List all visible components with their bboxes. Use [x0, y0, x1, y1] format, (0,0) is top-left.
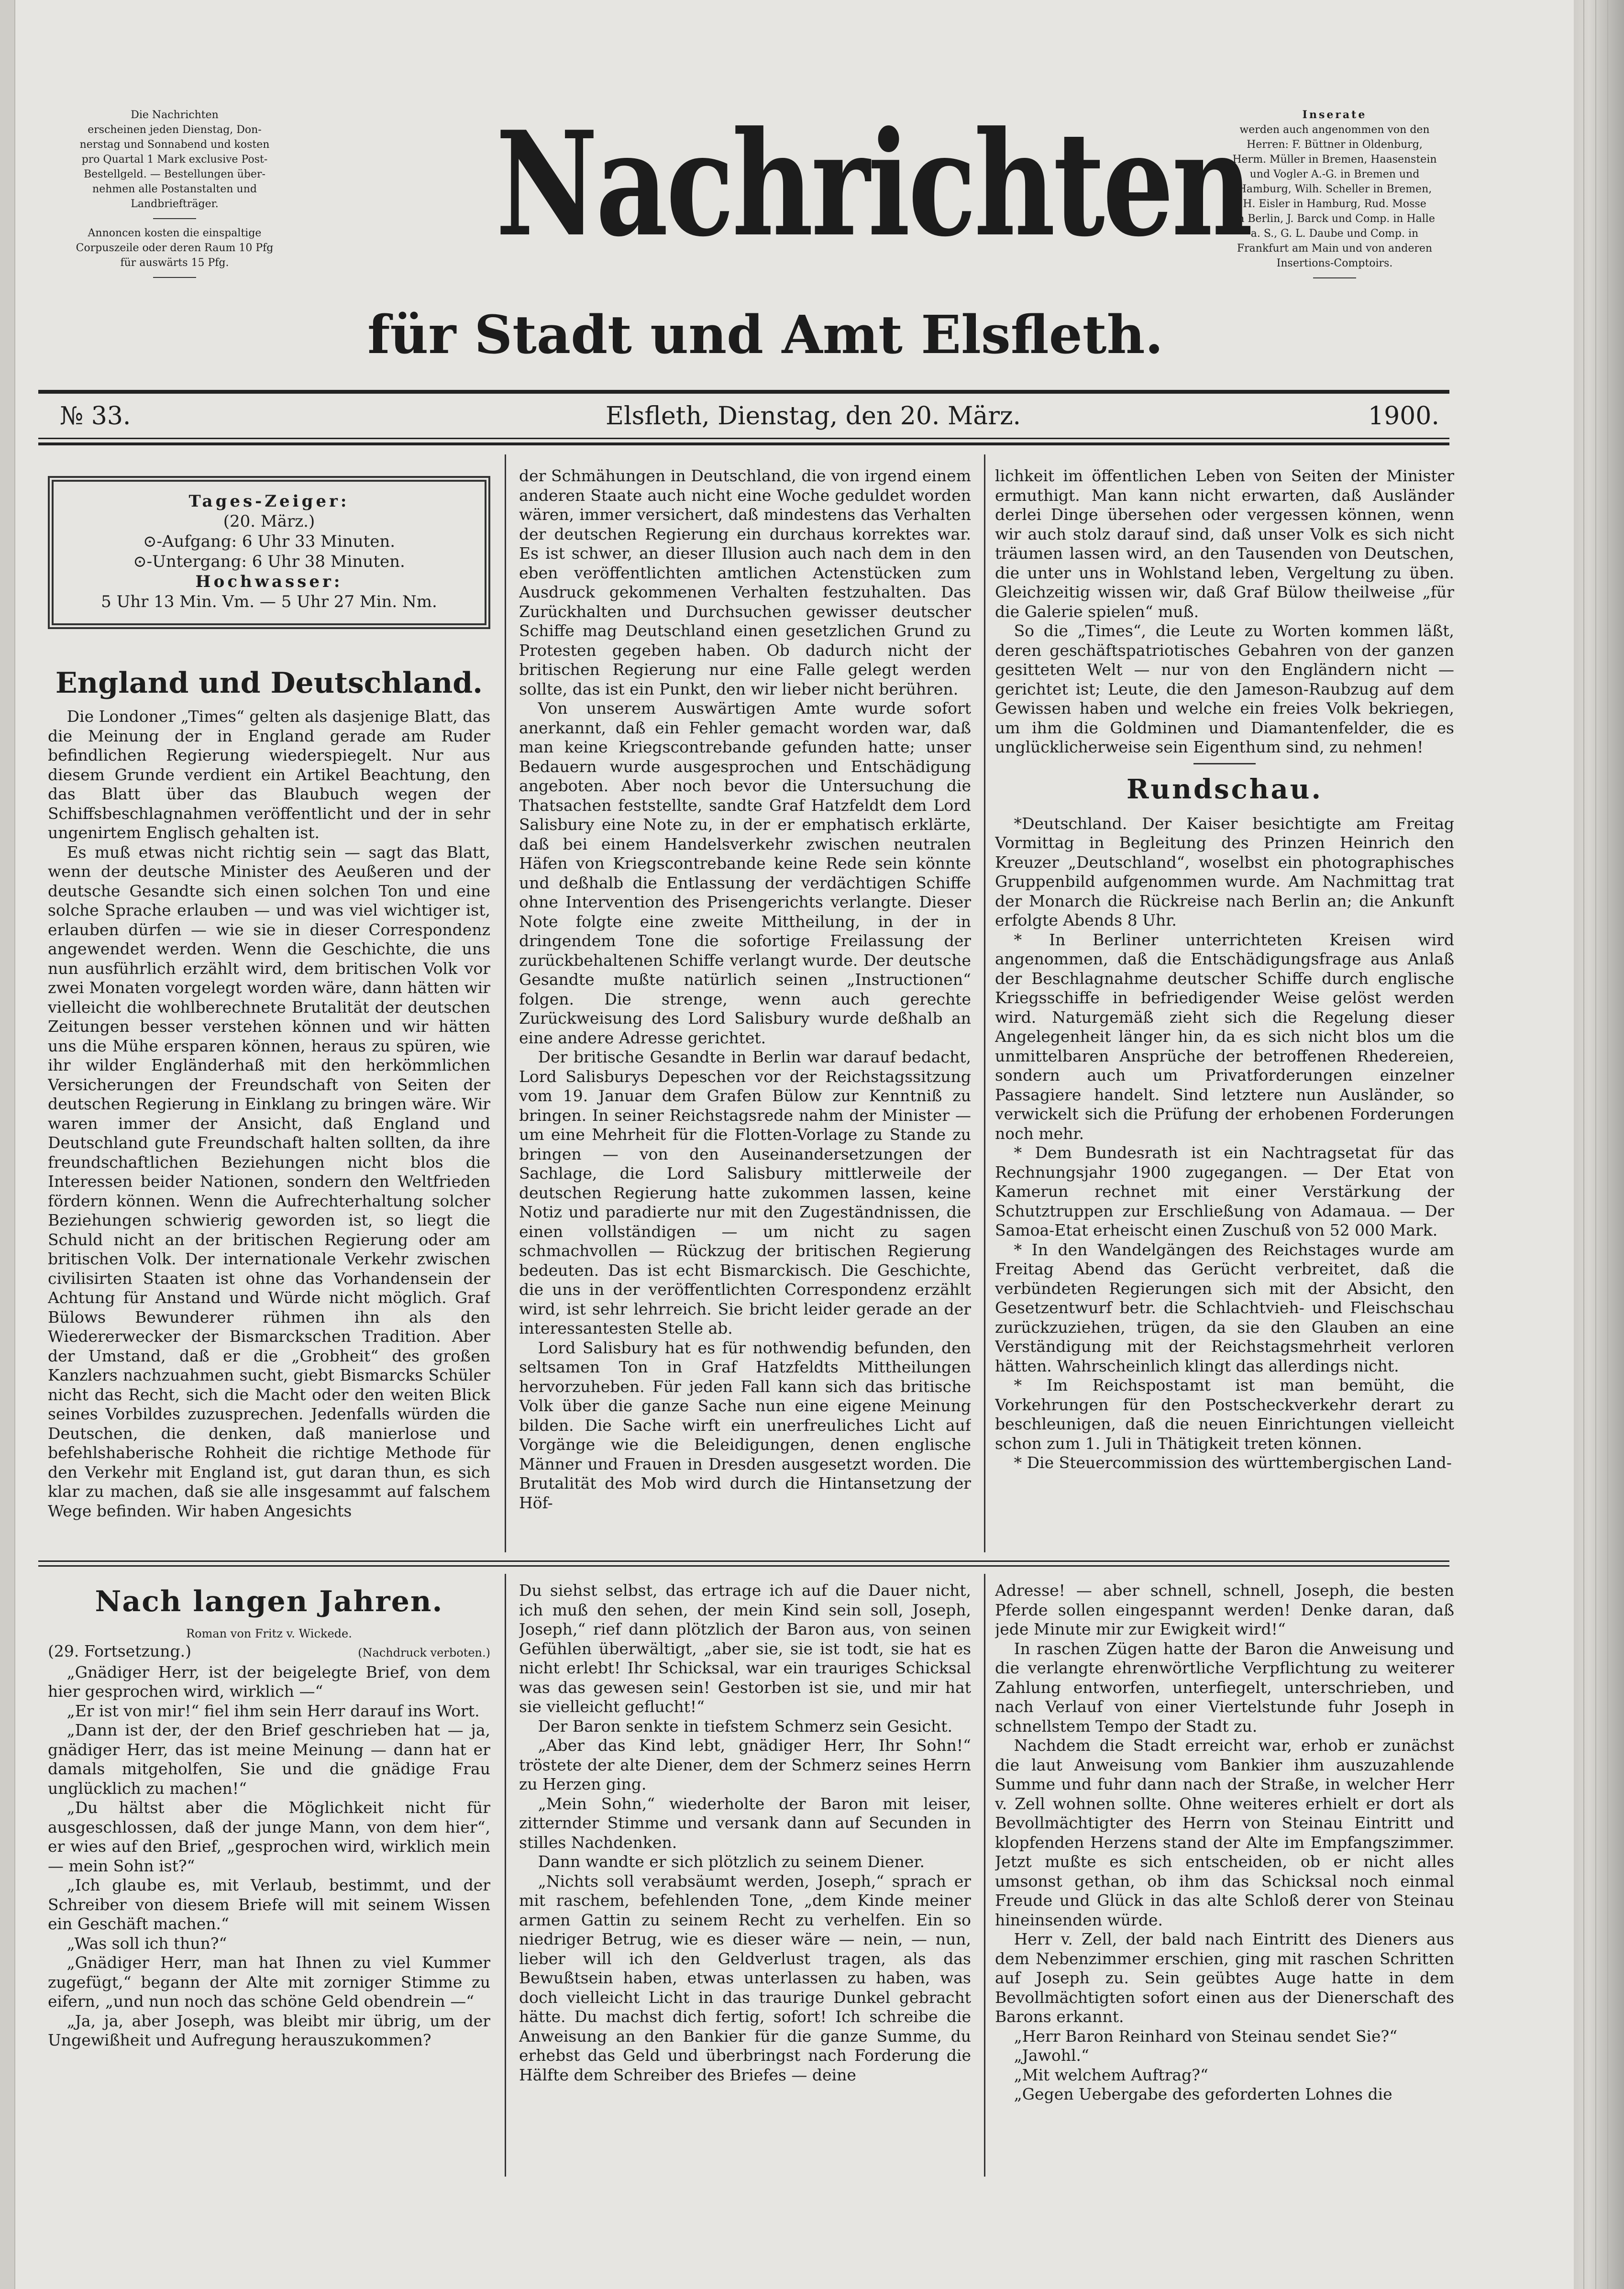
advert-price-line: Annoncen kosten die einspaltige	[88, 227, 262, 239]
column-rule	[505, 454, 506, 1552]
subscription-info	[41, 108, 309, 285]
masthead-rule	[38, 390, 1449, 394]
news-item: * In Berliner unterrichteten Kreisen wird angenommen, daß die Entschädigungsfrage aus Anlaß der Beschlagnahme deutscher Schiffe durch englische Kriegsschiffe in befriedigender Weise gelöst werden wird. Naturgemäß zieht sich die Regelung dieser Angelegenheit länger hin, da es sich nicht blos um die unmittelbaren Ansprüche der betroffenen Rhedereien, sondern auch um Privatforderungen einzelner Passagiere handelt. Sind letztere nun Ausländer, so verwickelt sich die Prüfung der erhobenen Forderungen noch mehr.	[995, 930, 1454, 1143]
column-rule	[505, 1574, 506, 2177]
story-paragraph: „Gnädiger Herr, ist der beigelegte Brief, von dem hier gesprochen wird, wirklich —“	[48, 1662, 490, 1701]
news-item: * Im Reichspostamt ist man bemüht, die Vorkehrungen für den Postscheckverkehr derart zu beschleunigen, daß die neuen Einrichtungen vielleicht schon zum 1. Juli in Thätigkeit treten können.	[995, 1376, 1454, 1453]
issue-number: № 33.	[60, 402, 131, 431]
inserate-line: Insertions-Comptoirs.	[1276, 257, 1393, 269]
story-paragraph: „Aber das Kind lebt, gnädiger Herr, Ihr Sohn!“ tröstete der alte Diener, dem der Schmerz seines Herrn zu Herzen ging.	[519, 1736, 971, 1793]
inserate-line: H. Eisler in Hamburg, Rud. Mosse	[1243, 198, 1426, 210]
article-paragraph: Von unserem Auswärtigen Amte wurde sofort anerkannt, daß ein Fehler gemacht worden war, daß man keine Kriegscontrebande gefunden hatte; unser Bedauern wurde ausgesprochen und Entschädigung angeboten. Aber noch bevor die Untersuchung die Thatsachen feststellte, sandte Graf Hatzfeldt dem Lord Salisbury eine Note zu, in der er emphatisch erklärte, daß bei einem Handelsverkehr zwischen neutralen Häfen von Kriegscontrebande keine Rede sein könnte und deßhalb die Entlassung der verdächtigen Schiffe ohne Intervention des Prisengerichts verlangte. Dieser Note folgte eine zweite Mittheilung, in der in dringendem Tone die sofortige Freilassung der zurückbehaltenen Schiffe verlangt wurde. Der deutsche Gesandte mußte natürlich seinen „Instructionen“ folgen. Die strenge, wenn auch gerechte Zurückweisung des Lord Salisbury wurde deßhalb an eine andere Adresse gerichtet.	[519, 699, 971, 1047]
tide-times: 5 Uhr 13 Min. Vm. — 5 Uhr 27 Min. Nm.	[101, 592, 437, 611]
article-paragraph: Lord Salisbury hat es für nothwendig befunden, den seltsamen Ton in Graf Hatzfeldts Mittheilungen hervorzuheben. Für jeden Fall kann sich das britische Volk über die ganze Sache nun eine eigene Meinung bilden. Die Sache wirft ein unerfreuliches Licht auf Vorgänge wie die Beleidigungen, denen englische Männer und Frauen in Dresden ausgesetzt worden. Die Brutalität des Mob wird durch die Hintansetzung der Höf-	[519, 1338, 971, 1512]
story-paragraph: „Er ist von mir!“ fiel ihm sein Herr darauf ins Wort.	[66, 1701, 480, 1720]
reprint-note: (Nachdruck verboten.)	[358, 1646, 490, 1659]
feuilleton-headline: Nach langen Jahren.	[95, 1585, 443, 1618]
article-england-col3	[995, 466, 1454, 1550]
story-paragraph: „Jawohl.“	[1014, 2046, 1089, 2065]
story-paragraph: „Gnädiger Herr, man hat Ihnen zu viel Kummer zugefügt,“ begann der Alte mit zorniger Stimme zu eifern, „und nun noch das schöne Geld obendrein —“	[48, 1953, 490, 2011]
story-paragraph: „Mit welchem Auftrag?“	[1014, 2065, 1208, 2084]
article-paragraph: der Schmähungen in Deutschland, die von irgend einem anderen Staate auch nicht eine Woche geduldet worden wären, immer versichert, daß mindestens das Verhalten der deutschen Regierung ein durchaus korrektes war. Es ist schwer, an dieser Illusion auch nach dem in den eben veröffentlichten amtlichen Actenstücken zum Ausdruck gekommenen Verhalten festzuhalten. Das Zurückhalten und Durchsuchen gewisser deutscher Schiffe mag Deutschland einen gesetzlichen Grund zu Protesten gegeben haben. Ob dadurch nicht der britischen Regierung nur eine Falle gelegt werden sollte, das ist ein Punkt, den wir lieber nicht berühren.	[519, 466, 971, 698]
divider	[1313, 277, 1356, 278]
tide-title: Hochwasser:	[195, 572, 343, 591]
page-edge-line	[1607, 0, 1608, 2289]
news-item: * In den Wandelgängen des Reichstages wurde am Freitag Abend das Gerücht verbreitet, daß die verbündeten Regierungen sich mit der Absicht, den Gesetzentwurf betr. die Schlachtvieh- und Fleischschau zurückzuziehen, trügen, da sie den Glauben an eine Verständigung mit der Reichstagsmehrheit verloren hätten. Wahrscheinlich klingt das allerdings nicht.	[995, 1240, 1454, 1375]
story-paragraph: „Dann ist der, der den Brief geschrieben hat — ja, gnädiger Herr, das ist meine Meinung — dann hat er damals mitgeholfen, Sie und die gnädige Frau unglücklich zu machen!“	[48, 1721, 490, 1798]
issue-year: 1900.	[1368, 402, 1439, 431]
page-stack-edge	[1574, 0, 1624, 2289]
story-paragraph: „Du hältst aber die Möglichkeit nicht für ausgeschlossen, daß der junge Mann, von dem hier“, er wies auf den Brief, „gesprochen wird, wirklich mein — mein Sohn ist?“	[48, 1798, 490, 1875]
subscription-line: Die Nachrichten	[131, 109, 219, 121]
feuilleton-rule-top	[38, 1560, 1449, 1562]
story-paragraph: „Herr Baron Reinhard von Steinau sendet Sie?“	[1014, 2026, 1398, 2046]
page-edge-line	[1583, 0, 1584, 2289]
inserate-line: in Berlin, J. Barck und Comp. in Halle	[1234, 213, 1435, 225]
news-item: * Die Steuercommission des württembergischen Land-	[1014, 1453, 1452, 1472]
inserate-title: Inserate	[1302, 109, 1367, 121]
story-paragraph: „Ich glaube es, mit Verlaub, bestimmt, und der Schreiber von diesem Briefe will mit seinem Wissen ein Geschäft machen.“	[48, 1876, 490, 1933]
inserate-info	[1186, 108, 1483, 285]
feuilleton-col1	[48, 1579, 490, 2177]
subscription-line: Landbriefträger.	[131, 198, 219, 210]
story-paragraph: „Mein Sohn,“ wiederholte der Baron mit leiser, zitternder Stimme und versank dann auf Secunden in stilles Nachdenken.	[519, 1794, 971, 1852]
page-edge-line	[1595, 0, 1596, 2289]
divider	[153, 277, 196, 278]
inserate-line: Herren: F. Büttner in Oldenburg,	[1247, 139, 1423, 151]
feuilleton-col3	[995, 1581, 1454, 2177]
article-paragraph: Die Londoner „Times“ gelten als dasjenige Blatt, das die Meinung der in England gerade am Ruder befindlichen Regierung wiederspiegelt. Nur aus diesem Grunde verdient ein Artikel Beachtung, den das Blatt über das Blaubuch wegen der Schiffsbeschlagnahmen veröffentlicht und der in sehr ungenirtem Englisch gehalten ist.	[48, 707, 490, 842]
tages-zeiger-box	[48, 476, 490, 629]
advert-price-line: für auswärts 15 Pfg.	[120, 257, 229, 269]
story-paragraph: „Was soll ich thun?“	[66, 1934, 227, 1953]
story-paragraph: „Gegen Uebergabe des geforderten Lohnes die	[1014, 2085, 1392, 2103]
rundschau-headline: Rundschau.	[1127, 773, 1323, 805]
article-england-col1	[48, 660, 490, 1550]
story-paragraph: Dann wandte er sich plötzlich zu seinem Diener.	[538, 1852, 925, 1871]
subscription-line: nerstag und Sonnabend und kosten	[79, 139, 270, 151]
inserate-line: werden auch angenommen von den	[1239, 124, 1430, 136]
masthead-subtitle: für Stadt und Amt Elsfleth.	[367, 304, 1163, 365]
story-paragraph: Du siehst selbst, das ertrage ich auf die Dauer nicht, ich muß den sehen, der mein Kind sein soll, Joseph, Joseph,“ rief dann plötzlich der Baron aus, von seinen Gefühlen überwältigt, „aber sie, sie ist todt, sie hat es nicht erlebt! Ihr Schicksal, war ein trauriges Schicksal was das gewesen sein! Gestorben ist sie, und mir hat sie vielleicht geflucht!“	[519, 1581, 971, 1716]
story-paragraph: Adresse! — aber schnell, schnell, Joseph, die besten Pferde sollen eingespannt werden! Denke daran, daß jede Minute mir zur Ewigkeit wird!“	[995, 1581, 1454, 1638]
divider	[153, 218, 196, 219]
story-paragraph: Nachdem die Stadt erreicht war, erhob er zunächst die laut Anweisung vom Bankier ihm auszuzahlende Summe und fuhr dann nach der Straße, in welcher Herr v. Zell wohnen sollte. Ohne weiteres erhielt er dort als Bevollmächtigter des Herrn von Steinau Eintritt und klopfenden Herzens stand der Alte im Empfangszimmer. Jetzt mußte es sich entscheiden, ob er nicht alles umsonst gethan, ob ihm das Schicksal noch einmal Freude und Glück in das alte Schloß derer von Steinau hineinsenden würde.	[995, 1736, 1454, 1929]
installment-label: (29. Fortsetzung.)	[48, 1642, 191, 1660]
feuilleton-col2	[519, 1581, 971, 2177]
article-paragraph: lichkeit im öffentlichen Leben von Seiten der Minister ermuthigt. Man kann nicht erwarten, daß Ausländer derlei Dinge übersehen oder vergessen können, wenn wir auch stolz darauf sind, daß unser Volk es sich nicht träumen lassen wird, an den Tausenden von Deutschen, die unter uns in Wohlstand leben, Vergeltung zu üben. Gleichzeitig wissen wir, daß Graf Bülow theilweise „für die Galerie spielen“ muß.	[995, 466, 1454, 621]
news-item: * Dem Bundesrath ist ein Nachtragsetat für das Rechnungsjahr 1900 zugegangen. — Der Etat von Kamerun rechnet mit einer Verstärkung der Schutztruppen zur Erschließung von Adamaua. — Der Samoa-Etat erheischt einen Zuschuß von 52 000 Mark.	[995, 1143, 1454, 1239]
inserate-line: a. S., G. L. Daube und Comp. in	[1250, 228, 1419, 240]
inserate-line: Hamburg, Wilh. Scheller in Bremen,	[1237, 183, 1432, 195]
story-paragraph: Der Baron senkte in tiefstem Schmerz sein Gesicht.	[538, 1716, 952, 1736]
subscription-line: Bestellgeld. — Bestellungen über-	[84, 168, 265, 180]
column-rule	[984, 1574, 985, 2177]
inserate-line: und Vogler A.-G. in Bremen und	[1249, 168, 1420, 180]
column-rule	[984, 454, 985, 1552]
news-item: *Deutschland. Der Kaiser besichtigte am Freitag Vormittag in Begleitung des Prinzen Heinrich den Kreuzer „Deutschland“, woselbst ein photographisches Gruppenbild aufgenommen wurde. Am Nachmittag trat der Monarch die Rückreise nach Berlin an; die Ankunft erfolgte Abends 8 Uhr.	[995, 814, 1454, 929]
story-paragraph: „Nichts soll verabsäumt werden, Joseph,“ sprach er mit raschem, befehlenden Tone, „dem Kinde meiner armen Gattin zu seinem Recht zu verhelfen. Ein so niedriger Betrug, wie es dieser wäre — nein, — nun, lieber will ich den Geldverlust tragen, als das Bewußtsein haben, etwas unterlassen zu haben, was doch vielleicht Licht in das traurige Dunkel gebracht hätte. Du machst dich fertig, sofort! Ich schreibe die Anweisung an den Bankier für die ganze Summe, du erhebst das Geld und überbringst nach Forderung die Hälfte dem Schreiber des Briefes — deine	[519, 1871, 971, 2084]
article-paragraph: So die „Times“, die Leute zu Worten kommen läßt, deren geschäftspatriotisches Gebahren von der ganzen gesitteten Welt — nur von den Engländern nicht — gerichtet ist; Leute, die den Jameson-Raubzug auf dem Gewissen haben und welche ein freies Volk bekriegen, um ihm die Goldminen und Diamantenfelder, die es unglücklicherweise sein Eigenthum sind, zu nehmen!	[995, 621, 1454, 756]
feuilleton-rule-bottom	[38, 1565, 1449, 1567]
advert-price-line: Corpuszeile oder deren Raum 10 Pfg	[76, 242, 274, 254]
inserate-line: Herm. Müller in Bremen, Haasenstein	[1232, 154, 1437, 166]
subscription-line: nehmen alle Postanstalten und	[92, 183, 257, 195]
sunset-time: ⊙-Untergang: 6 Uhr 38 Minuten.	[133, 552, 405, 571]
article-paragraph: Der britische Gesandte in Berlin war darauf bedacht, Lord Salisburys Depeschen vor der Reichstagssitzung vom 19. Januar dem Grafen Bülow zur Kenntniß zu bringen. In seiner Reichstagsrede nahm der Minister — um eine Mehrheit für die Flotten-Vorlage zu Stande zu bringen — von den Auseinandersetzungen der Sachlage, die Lord Salisbury mittlerweile der deutschen Regierung hatte zukommen lassen, keine Notiz und paradierte nur mit den Zugeständnissen, die einen vollständigen — um nicht zu sagen schmachvollen — Rückzug der britischen Regierung bedeuten. Das ist echt Bismarckisch. Die Geschichte, die uns in der veröffentlichten Correspondenz erzählt wird, ist sehr lehrreich. Sie bricht leider gerade an der interessantesten Stelle ab.	[519, 1048, 971, 1338]
subscription-line: erscheinen jeden Dienstag, Don-	[88, 124, 262, 136]
binding-edge	[0, 0, 15, 2289]
story-paragraph: In raschen Zügen hatte der Baron die Anweisung und die verlangte ehrenwörtliche Verpflichtung zu weiterer Zahlung entworfen, unterfiegelt, unterschrieben, und nach Verlauf von einer Viertelstunde fuhr Joseph in schnellstem Tempo der Stadt zu.	[995, 1639, 1454, 1736]
tages-zeiger-title: Tages-Zeiger:	[188, 492, 350, 511]
dateline-rule-top	[38, 438, 1449, 439]
installment-row	[48, 1642, 490, 1663]
subscription-line: pro Quartal 1 Mark exclusive Post-	[81, 154, 268, 166]
story-paragraph: Herr v. Zell, der bald nach Eintritt des Dieners aus dem Nebenzimmer erschien, ging mit raschen Schritten auf Joseph zu. Sein geübtes Auge hatte in dem Bevollmächtigten sofort einen aus der Dienerschaft des Barons erkannt.	[995, 1930, 1454, 2026]
article-paragraph: Es muß etwas nicht richtig sein — sagt das Blatt, wenn der deutsche Minister des Aeußeren und der deutsche Gesandte sich einen solchen Ton und eine solche Sprache erlauben — und was viel wichtiger ist, erlauben dürfen — wie sie in dieser Correspondenz angewendet werden. Wenn die Geschichte, die uns nun ausführlich erzählt wird, dem britischen Volk vor zwei Monaten vorgelegt worden wäre, dann hätten wir vielleicht die wohlberechnete Brutalität der deutschen Zeitungen besser verstehen können und wir hätten uns die Mühe ersparen können, heraus zu spüren, wie ihr wilder Engländerhaß mit den herkömmlichen Versicherungen der Freundschaft von Seiten der deutschen Regierung in Einklang zu bringen wäre. Wir waren immer der Ansicht, daß England und Deutschland gute Freundschaft halten sollten, da ihre freundschaftlichen Beziehungen nicht blos die Interessen beider Nationen, sondern den Weltfrieden fördern können. Wenn die Aufrechterhaltung solcher Beziehungen schwierig geworden ist, so liegt die Schuld nicht an der britischen Regierung oder am britischen Volk. Der internationale Verkehr zwischen civilisirten Staaten ist ohne das Vorhandensein der Achtung für Anstand und Würde nicht möglich. Graf Bülows Bewunderer rühmen ihn als den Wiedererwecker der Bismarckschen Tradition. Aber der Umstand, daß er die „Grobheit“ des großen Kanzlers nachzuahmen sucht, giebt Bismarcks Schüler nicht das Recht, sich die Macht oder den weiten Blick seines Vorbildes zuzusprechen. Jedenfalls würden die Deutschen, die denken, daß manierlose und befehlshaberische Rohheit die richtige Methode für den Verkehr mit England ist, gut daran thun, es sich klar zu machen, daß sie alle insgesammt auf falschem Wege befinden. Wir haben Angesichts	[48, 842, 490, 1520]
tages-zeiger-date: (20. März.)	[223, 512, 315, 531]
dateline-rule-bottom	[38, 442, 1449, 445]
masthead-title: Nachrichten	[496, 100, 1251, 268]
issue-date: Elsfleth, Dienstag, den 20. März.	[605, 402, 1021, 431]
article-england-col2	[519, 466, 971, 1550]
inserate-line: Frankfurt am Main und von anderen	[1237, 243, 1433, 254]
sunrise-time: ⊙-Aufgang: 6 Uhr 33 Minuten.	[143, 532, 396, 551]
article-headline: England und Deutschland.	[55, 666, 483, 700]
divider	[1193, 763, 1256, 764]
feuilleton-byline: Roman von Fritz v. Wickede.	[186, 1627, 352, 1640]
story-paragraph: „Ja, ja, aber Joseph, was bleibt mir übrig, um der Ungewißheit und Aufregung herauszukommen?	[48, 2011, 490, 2049]
